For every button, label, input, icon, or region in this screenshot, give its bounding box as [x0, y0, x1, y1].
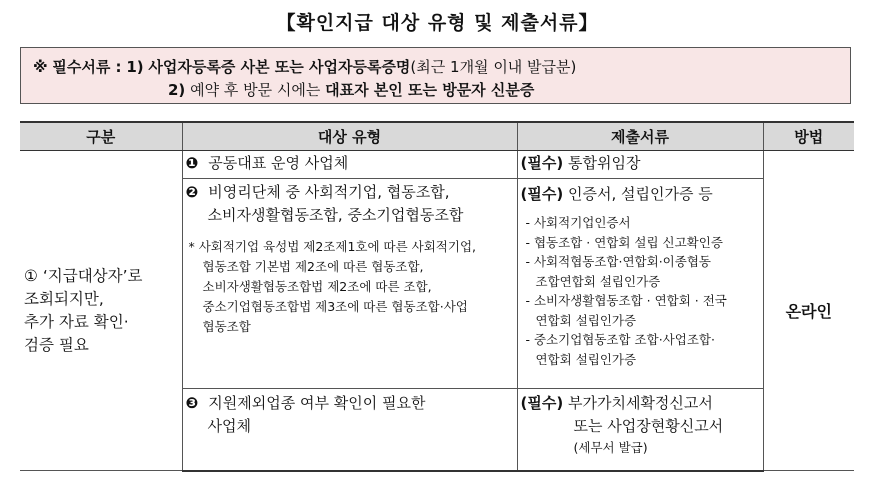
header-target-type: 대상 유형 [182, 122, 517, 151]
notice-mark: ※ [33, 58, 48, 76]
notice-item1-num: 1) [126, 58, 144, 76]
header-method: 방법 [763, 122, 854, 151]
type-number: ❸ [185, 394, 199, 412]
header-category: 구분 [20, 122, 182, 151]
document-note: - 협동조합 · 연합회 설립 신고확인증 [525, 234, 723, 250]
table-header-row [20, 122, 854, 151]
header-documents: 제출서류 [517, 122, 763, 151]
category-line: 조회되지만, [24, 289, 104, 308]
type-number: ❶ [185, 154, 199, 172]
type-cell [182, 179, 517, 389]
document-note: - 중소기업협동조합 조합·사업조합· [525, 332, 715, 347]
document-note: 연합회 설립인가증 [535, 312, 637, 328]
method-cell: 온라인 [763, 151, 854, 471]
notice-item2-num: 2) [168, 81, 186, 99]
type-number: ❷ [185, 183, 199, 201]
required-tag: (필수) [520, 394, 564, 412]
type-line: 비영리단체 중 사회적기업, 협동조합, [208, 183, 450, 201]
type-line: 공동대표 운영 사업체 [208, 154, 349, 172]
category-line: ① ‘지급대상자’로 [24, 266, 143, 285]
category-line: 추가 자료 확인· [24, 312, 129, 331]
document-note: 연합회 설립인가증 [535, 351, 637, 367]
type-cell [182, 151, 517, 179]
notice-item1-tail: (최근 1개월 이내 발급분) [410, 58, 577, 76]
type-line: 지원제외업종 여부 확인이 필요한 [208, 394, 426, 412]
notice-item2-bold: 대표자 본인 또는 방문자 신분증 [325, 81, 535, 99]
document-sub: (세무서 발급) [573, 440, 648, 455]
document-line: 인증서, 설립인가증 등 [567, 185, 713, 203]
document-line: 통합위임장 [567, 154, 641, 172]
type-cell [182, 389, 517, 471]
required-documents-notice [20, 47, 851, 104]
type-note: 협동조합 기본법 제2조에 따른 협동조합, [202, 259, 424, 274]
documents-cell [517, 151, 763, 179]
notice-label: 필수서류 : [52, 58, 122, 76]
eligibility-table [20, 121, 854, 472]
type-line: 소비자생활협동조합, 중소기업협동조합 [207, 206, 464, 224]
document-note: 조합연합회 설립인가증 [535, 273, 661, 289]
notice-line-1 [33, 56, 576, 77]
category-line: 검증 필요 [24, 335, 89, 354]
documents-cell [517, 179, 763, 389]
table-row [20, 151, 854, 179]
notice-line-2 [168, 79, 534, 100]
notice-item2-pre: 예약 후 방문 시에는 [190, 81, 321, 99]
type-note: 중소기업협동조합법 제3조에 따른 협동조합·사업 [202, 299, 468, 314]
notice-item1-bold: 사업자등록증 사본 또는 사업자등록증명 [148, 58, 411, 76]
page-title: 【확인지급 대상 유형 및 제출서류】 [276, 12, 599, 34]
category-cell [20, 151, 182, 471]
type-note: * 사회적기업 육성법 제2조제1호에 따른 사회적기업, [188, 239, 476, 254]
documents-cell [517, 389, 763, 471]
document-note: - 사회적협동조합·연합회·이종협동 [525, 254, 711, 269]
required-tag: (필수) [520, 185, 564, 203]
required-tag: (필수) [520, 154, 564, 172]
type-note: 협동조합 [202, 319, 251, 334]
document-note: - 소비자생활협동조합 · 연합회 · 전국 [525, 293, 727, 308]
document-note: - 사회적기업인증서 [525, 215, 631, 230]
type-line: 사업체 [207, 417, 251, 435]
type-note: 소비자생활협동조합법 제2조에 따른 조합, [202, 279, 432, 294]
document-line: 부가가치세확정신고서 [567, 394, 713, 412]
document-line: 또는 사업장현황신고서 [573, 417, 724, 435]
